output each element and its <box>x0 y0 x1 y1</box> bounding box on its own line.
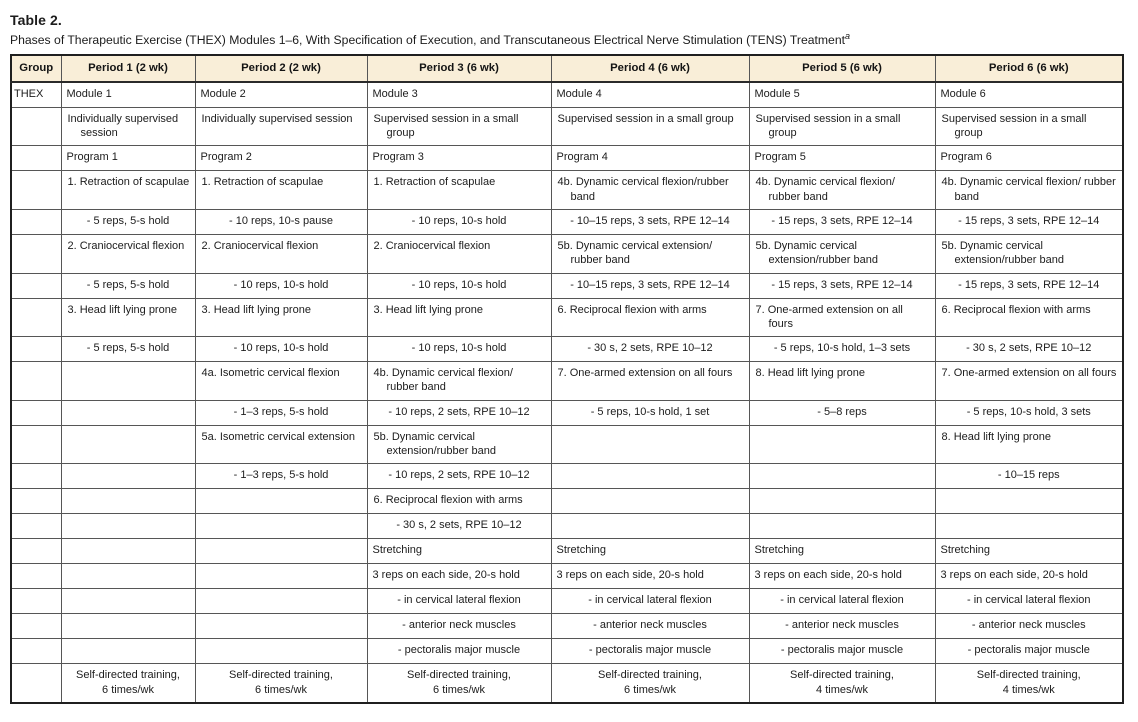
table-cell: Supervised session in a small group <box>749 107 935 146</box>
table-cell <box>195 614 367 639</box>
table-cell: - 15 reps, 3 sets, RPE 12–14 <box>749 209 935 234</box>
group-cell <box>11 564 61 589</box>
group-cell <box>11 171 61 210</box>
table-cell: Stretching <box>551 539 749 564</box>
table-cell: 4b. Dynamic cervical flexion/rubber band <box>551 171 749 210</box>
table-cell: - 15 reps, 3 sets, RPE 12–14 <box>749 273 935 298</box>
table-cell <box>61 564 195 589</box>
table-cell: - anterior neck muscles <box>551 614 749 639</box>
table-cell: Stretching <box>749 539 935 564</box>
table-cell: 3. Head lift lying prone <box>61 298 195 337</box>
table-cell <box>61 639 195 664</box>
group-cell <box>11 146 61 171</box>
table-cell: - pectoralis major muscle <box>551 639 749 664</box>
table-cell <box>551 514 749 539</box>
table-cell: - 5 reps, 5-s hold <box>61 273 195 298</box>
table-cell: 4a. Isometric cervical flexion <box>195 362 367 401</box>
table-cell: Module 6 <box>935 82 1123 108</box>
table-cell <box>551 425 749 464</box>
table-cell: 1. Retraction of scapulae <box>367 171 551 210</box>
table-cell: - 30 s, 2 sets, RPE 10–12 <box>935 337 1123 362</box>
table-cell: - 10 reps, 2 sets, RPE 10–12 <box>367 464 551 489</box>
table-cell <box>61 514 195 539</box>
table-cell: 3 reps on each side, 20-s hold <box>935 564 1123 589</box>
table-cell: Self-directed training, 6 times/wk <box>367 664 551 703</box>
table-row <box>11 82 1123 108</box>
table-cell: - 10–15 reps, 3 sets, RPE 12–14 <box>551 209 749 234</box>
table-row <box>11 664 1123 703</box>
table-cell: Individually supervised session <box>61 107 195 146</box>
table-cell: - anterior neck muscles <box>935 614 1123 639</box>
group-cell: THEX <box>11 82 61 108</box>
table-cell: - 10 reps, 2 sets, RPE 10–12 <box>367 400 551 425</box>
table-cell <box>61 539 195 564</box>
table-cell: 4b. Dynamic cervical flexion/ rubber band <box>749 171 935 210</box>
table-cell: 1. Retraction of scapulae <box>195 171 367 210</box>
table-cell: Program 5 <box>749 146 935 171</box>
table-cell: - 15 reps, 3 sets, RPE 12–14 <box>935 273 1123 298</box>
table-cell: 7. One-armed extension on all fours <box>749 298 935 337</box>
table-cell: 7. One-armed extension on all fours <box>551 362 749 401</box>
column-header-period-1: Period 1 (2 wk) <box>61 55 195 82</box>
table-cell <box>61 489 195 514</box>
header-row <box>11 55 1123 82</box>
table-cell: - pectoralis major muscle <box>935 639 1123 664</box>
table-cell: 6. Reciprocal flexion with arms <box>935 298 1123 337</box>
phases-table <box>10 54 1124 704</box>
column-header-period-3: Period 3 (6 wk) <box>367 55 551 82</box>
table-row <box>11 107 1123 146</box>
table-cell: - 15 reps, 3 sets, RPE 12–14 <box>935 209 1123 234</box>
group-cell <box>11 337 61 362</box>
table-cell <box>551 489 749 514</box>
table-cell: 3 reps on each side, 20-s hold <box>749 564 935 589</box>
table-row <box>11 425 1123 464</box>
group-cell <box>11 234 61 273</box>
group-cell <box>11 107 61 146</box>
table-cell: 5b. Dynamic cervical extension/rubber band <box>749 234 935 273</box>
table-cell <box>61 589 195 614</box>
table-cell: 5b. Dynamic cervical extension/rubber band <box>935 234 1123 273</box>
table-cell <box>61 425 195 464</box>
group-cell <box>11 514 61 539</box>
table-cell <box>61 362 195 401</box>
table-cell: - anterior neck muscles <box>749 614 935 639</box>
table-row <box>11 514 1123 539</box>
column-header-period-6: Period 6 (6 wk) <box>935 55 1123 82</box>
group-cell <box>11 273 61 298</box>
table-cell: - 5–8 reps <box>749 400 935 425</box>
table-cell: - 10–15 reps, 3 sets, RPE 12–14 <box>551 273 749 298</box>
table-cell: Module 3 <box>367 82 551 108</box>
table-row <box>11 362 1123 401</box>
table-cell: Program 4 <box>551 146 749 171</box>
table-row <box>11 209 1123 234</box>
table-cell: - 10 reps, 10-s pause <box>195 209 367 234</box>
table-cell: - pectoralis major muscle <box>749 639 935 664</box>
group-cell <box>11 639 61 664</box>
table-cell: 7. One-armed extension on all fours <box>935 362 1123 401</box>
table-row <box>11 464 1123 489</box>
table-cell: 2. Craniocervical flexion <box>195 234 367 273</box>
table-cell: Self-directed training, 6 times/wk <box>551 664 749 703</box>
table-cell: 6. Reciprocal flexion with arms <box>367 489 551 514</box>
table-cell: - 10–15 reps <box>935 464 1123 489</box>
table-cell: - 5 reps, 10-s hold, 3 sets <box>935 400 1123 425</box>
table-cell: - 30 s, 2 sets, RPE 10–12 <box>367 514 551 539</box>
table-cell: Module 1 <box>61 82 195 108</box>
table-cell: 5a. Isometric cervical extension <box>195 425 367 464</box>
table-row <box>11 234 1123 273</box>
table-cell: Supervised session in a small group <box>935 107 1123 146</box>
table-cell: - 30 s, 2 sets, RPE 10–12 <box>551 337 749 362</box>
table-cell: Program 6 <box>935 146 1123 171</box>
table-row <box>11 614 1123 639</box>
group-cell <box>11 400 61 425</box>
table-cell: - 5 reps, 10-s hold, 1–3 sets <box>749 337 935 362</box>
table-cell: - in cervical lateral flexion <box>367 589 551 614</box>
table-cell <box>61 614 195 639</box>
table-row <box>11 400 1123 425</box>
table-cell: Module 5 <box>749 82 935 108</box>
table-cell: 8. Head lift lying prone <box>935 425 1123 464</box>
table-cell: 3 reps on each side, 20-s hold <box>551 564 749 589</box>
table-row <box>11 564 1123 589</box>
table-row <box>11 589 1123 614</box>
table-cell: 3. Head lift lying prone <box>195 298 367 337</box>
group-cell <box>11 589 61 614</box>
table-row <box>11 337 1123 362</box>
table-cell: - in cervical lateral flexion <box>551 589 749 614</box>
table-cell: - anterior neck muscles <box>367 614 551 639</box>
table-cell: - 10 reps, 10-s hold <box>367 209 551 234</box>
table-cell: Program 1 <box>61 146 195 171</box>
table-cell: - 10 reps, 10-s hold <box>367 273 551 298</box>
table-cell: Self-directed training, 4 times/wk <box>749 664 935 703</box>
table-cell: Program 3 <box>367 146 551 171</box>
table-cell <box>935 514 1123 539</box>
table-cell: 5b. Dynamic cervical extension/rubber band <box>367 425 551 464</box>
table-cell: Program 2 <box>195 146 367 171</box>
group-cell <box>11 464 61 489</box>
table-cell: 5b. Dynamic cervical extension/ rubber band <box>551 234 749 273</box>
table-cell: Supervised session in a small group <box>551 107 749 146</box>
table-cell <box>195 639 367 664</box>
table-cell: - 5 reps, 5-s hold <box>61 209 195 234</box>
table-subtitle-text: Phases of Therapeutic Exercise (THEX) Modules 1–6, With Specification of Execution, and Transcutaneous Electrical Nerve Stimulation (TENS) Treatment <box>10 33 845 48</box>
table-cell: 1. Retraction of scapulae <box>61 171 195 210</box>
table-cell <box>195 514 367 539</box>
table-cell: - 5 reps, 5-s hold <box>61 337 195 362</box>
group-cell <box>11 209 61 234</box>
table-cell: Self-directed training, 6 times/wk <box>61 664 195 703</box>
table-cell: 4b. Dynamic cervical flexion/ rubber band <box>367 362 551 401</box>
table-cell: 2. Craniocervical flexion <box>61 234 195 273</box>
table-cell: 8. Head lift lying prone <box>749 362 935 401</box>
table-row <box>11 273 1123 298</box>
table-cell <box>195 564 367 589</box>
group-cell <box>11 539 61 564</box>
group-cell <box>11 489 61 514</box>
table-cell: - 1–3 reps, 5-s hold <box>195 464 367 489</box>
table-cell: 4b. Dynamic cervical flexion/ rubber band <box>935 171 1123 210</box>
table-row <box>11 171 1123 210</box>
table-cell: - 5 reps, 10-s hold, 1 set <box>551 400 749 425</box>
table-cell <box>749 489 935 514</box>
table-cell: 3. Head lift lying prone <box>367 298 551 337</box>
table-row <box>11 489 1123 514</box>
table-cell: - 10 reps, 10-s hold <box>195 273 367 298</box>
table-cell: - 10 reps, 10-s hold <box>367 337 551 362</box>
table-cell: 3 reps on each side, 20-s hold <box>367 564 551 589</box>
table-cell: Self-directed training, 4 times/wk <box>935 664 1123 703</box>
column-header-group: Group <box>11 55 61 82</box>
table-subtitle <box>10 31 1130 47</box>
table-title: Table 2. <box>10 12 62 28</box>
table-row <box>11 146 1123 171</box>
table-cell: Supervised session in a small group <box>367 107 551 146</box>
table-cell <box>195 539 367 564</box>
table-row <box>11 298 1123 337</box>
table-row <box>11 639 1123 664</box>
table-cell <box>195 589 367 614</box>
group-cell <box>11 614 61 639</box>
table-row <box>11 539 1123 564</box>
table-cell: 6. Reciprocal flexion with arms <box>551 298 749 337</box>
table-cell <box>61 464 195 489</box>
table-cell: Module 2 <box>195 82 367 108</box>
table-body <box>11 82 1123 703</box>
group-cell <box>11 362 61 401</box>
table-cell: - in cervical lateral flexion <box>749 589 935 614</box>
table-cell <box>61 400 195 425</box>
table-cell: Stretching <box>367 539 551 564</box>
group-cell <box>11 664 61 703</box>
group-cell <box>11 425 61 464</box>
table-cell <box>551 464 749 489</box>
table-cell <box>749 425 935 464</box>
column-header-period-2: Period 2 (2 wk) <box>195 55 367 82</box>
table-cell: - 10 reps, 10-s hold <box>195 337 367 362</box>
table-cell: - pectoralis major muscle <box>367 639 551 664</box>
table-cell <box>935 489 1123 514</box>
table-cell <box>749 464 935 489</box>
table-cell: Stretching <box>935 539 1123 564</box>
table-cell: Module 4 <box>551 82 749 108</box>
table-cell: 2. Craniocervical flexion <box>367 234 551 273</box>
column-header-period-5: Period 5 (6 wk) <box>749 55 935 82</box>
table-cell: Self-directed training, 6 times/wk <box>195 664 367 703</box>
column-header-period-4: Period 4 (6 wk) <box>551 55 749 82</box>
table-cell: Individually supervised session <box>195 107 367 146</box>
group-cell <box>11 298 61 337</box>
table-cell: - 1–3 reps, 5-s hold <box>195 400 367 425</box>
footnote-marker: a <box>845 31 851 41</box>
table-cell <box>749 514 935 539</box>
table-cell <box>195 489 367 514</box>
table-cell: - in cervical lateral flexion <box>935 589 1123 614</box>
